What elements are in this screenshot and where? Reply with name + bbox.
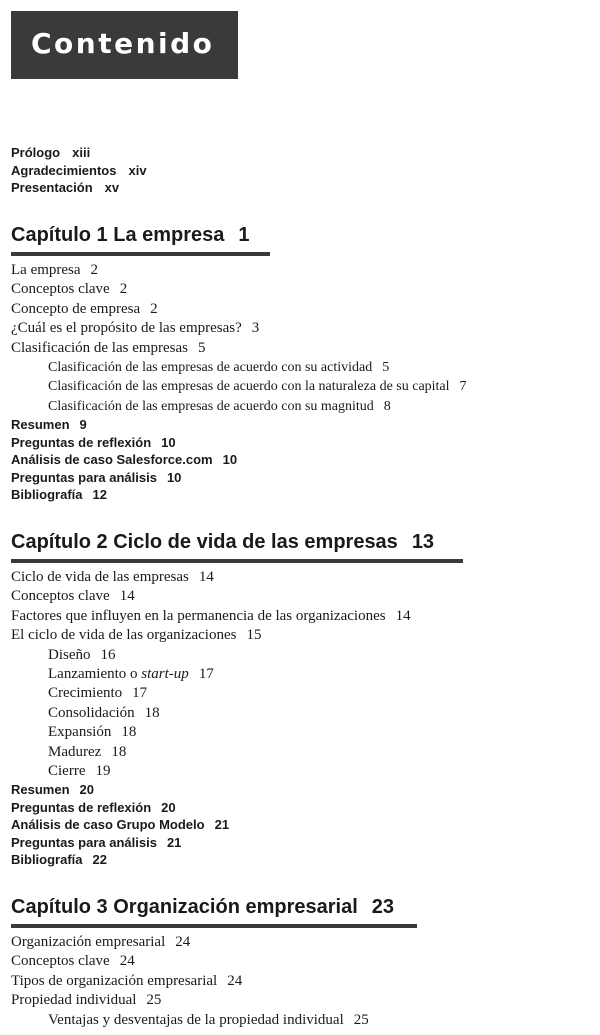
toc-section[interactable] <box>0 469 467 487</box>
entry-page: 10 <box>161 434 176 450</box>
toc-section[interactable] <box>0 851 411 869</box>
entry-page: xiv <box>128 162 147 178</box>
entry-label: Análisis de caso Salesforce.com <box>11 452 213 468</box>
entry-label: Clasificación de las empresas de acuerdo con la naturaleza de su capital <box>48 379 450 395</box>
toc-entry[interactable] <box>0 280 467 299</box>
entry-page: 22 <box>92 852 107 868</box>
chapter-rule <box>11 252 270 256</box>
entry-label: Preguntas de reflexión <box>11 799 152 815</box>
toc-section[interactable] <box>0 486 467 504</box>
entry-label: Cierre <box>48 762 86 779</box>
entry-label: Expansión <box>48 724 112 741</box>
front-matter-item[interactable] <box>11 162 147 180</box>
entry-label: Análisis de caso Grupo Modelo <box>11 817 205 833</box>
chapter-heading[interactable] <box>11 220 250 250</box>
entry-page: 2 <box>90 262 99 278</box>
toc-subentry[interactable] <box>0 646 411 665</box>
entry-label: Factores que influyen en la permanencia de las organizaciones <box>11 607 386 624</box>
toc-entry[interactable] <box>0 626 411 645</box>
entry-page: 2 <box>150 300 158 317</box>
toc-section[interactable] <box>0 799 411 817</box>
entry-label: Ventajas y desventajas de la propiedad individual <box>48 1011 344 1028</box>
chapter-rule <box>11 559 463 563</box>
entry-page: 2 <box>119 281 128 298</box>
entry-label: Bibliografía <box>11 487 83 503</box>
chapter-entries <box>0 261 467 504</box>
entry-page: 19 <box>95 762 111 779</box>
entry-page: 24 <box>175 934 191 950</box>
front-matter-list <box>11 144 147 197</box>
entry-label: Lanzamiento o <box>48 665 142 682</box>
entry-label: Preguntas para análisis <box>11 834 157 850</box>
chapter-title: Capítulo 1 La empresa <box>11 224 225 246</box>
entry-label-italic: start-up <box>141 665 189 682</box>
toc-subentry[interactable] <box>0 1011 369 1030</box>
page-title: Contenido <box>11 11 238 79</box>
toc-entry[interactable] <box>0 952 369 971</box>
toc-section[interactable] <box>0 816 411 834</box>
entry-page: 21 <box>214 817 230 833</box>
toc-entry[interactable] <box>0 933 369 952</box>
entry-label: Tipos de organización empresarial <box>11 972 218 989</box>
entry-label: Propiedad individual <box>11 992 137 1009</box>
chapter-page: 13 <box>411 531 435 553</box>
entry-label: Bibliografía <box>11 852 83 868</box>
entry-page: 20 <box>161 799 176 815</box>
entry-label: Consolidación <box>48 704 135 721</box>
entry-page: 8 <box>383 398 391 414</box>
toc-section[interactable] <box>0 834 411 852</box>
entry-page: xv <box>104 180 120 195</box>
toc-entry[interactable] <box>0 300 467 319</box>
entry-label: Madurez <box>48 743 102 760</box>
entry-page: 12 <box>92 487 107 503</box>
toc-section[interactable] <box>0 781 411 799</box>
toc-entry[interactable] <box>0 261 467 280</box>
entry-page: 7 <box>459 379 467 395</box>
entry-label: Concepto de empresa <box>11 300 141 317</box>
entry-page: 18 <box>144 704 160 721</box>
entry-label: Clasificación de las empresas de acuerdo con su magnitud <box>48 398 374 414</box>
toc-subentry[interactable] <box>0 762 411 781</box>
entry-page: 14 <box>119 588 135 605</box>
toc-entry[interactable] <box>0 339 467 358</box>
entry-label: Prólogo <box>11 145 61 160</box>
chapter-title: Capítulo 2 Ciclo de vida de las empresas <box>11 531 398 553</box>
chapter-heading[interactable] <box>11 892 394 922</box>
entry-label: Conceptos clave <box>11 281 110 298</box>
entry-label: Preguntas para análisis <box>11 469 157 485</box>
entry-label: Conceptos clave <box>11 953 110 970</box>
entry-page: 21 <box>166 834 182 850</box>
chapter-page: 1 <box>238 224 250 246</box>
entry-label: Clasificación de las empresas <box>11 339 189 356</box>
entry-page: 14 <box>395 607 411 624</box>
toc-subentry[interactable] <box>0 377 467 396</box>
toc-section[interactable] <box>0 451 467 469</box>
entry-label: Organización empresarial <box>11 934 166 950</box>
entry-page: xiii <box>72 145 91 160</box>
toc-subentry[interactable] <box>0 665 411 684</box>
entry-page: 5 <box>382 359 390 375</box>
entry-page: 24 <box>227 972 243 989</box>
entry-page: 10 <box>222 452 238 468</box>
entry-label: Agradecimientos <box>11 162 117 178</box>
entry-page: 5 <box>198 339 206 356</box>
chapter-title: Capítulo 3 Organización empresarial <box>11 896 358 918</box>
entry-page: 18 <box>111 743 127 760</box>
chapter-heading[interactable] <box>11 527 434 557</box>
toc-entry[interactable] <box>0 319 467 338</box>
toc-entry[interactable] <box>0 587 411 606</box>
entry-page: 14 <box>198 569 214 585</box>
entry-label: Presentación <box>11 180 93 195</box>
toc-subentry[interactable] <box>0 684 411 703</box>
front-matter-item[interactable] <box>11 179 147 197</box>
entry-page: 3 <box>251 320 260 337</box>
chapter-entries <box>0 933 369 1030</box>
toc-entry[interactable] <box>0 972 369 991</box>
entry-label: La empresa <box>11 262 81 278</box>
entry-label: Diseño <box>48 646 91 663</box>
toc-subentry[interactable] <box>0 743 411 762</box>
entry-label: Resumen <box>11 417 70 433</box>
entry-page: 18 <box>121 724 137 741</box>
toc-subentry[interactable] <box>0 704 411 723</box>
toc-section[interactable] <box>0 434 467 452</box>
toc-subentry[interactable] <box>0 397 467 416</box>
toc-subentry[interactable] <box>0 358 467 377</box>
toc-section[interactable] <box>0 416 467 434</box>
entry-label: Conceptos clave <box>11 588 110 605</box>
entry-label: Crecimiento <box>48 685 123 702</box>
entry-page: 25 <box>146 992 162 1009</box>
chapter-entries <box>0 568 411 869</box>
entry-page: 17 <box>198 665 214 682</box>
toc-entry[interactable] <box>0 568 411 587</box>
front-matter-item[interactable] <box>11 144 147 162</box>
entry-page: 17 <box>132 685 148 702</box>
entry-label: Clasificación de las empresas de acuerdo con su actividad <box>48 359 373 375</box>
entry-label: ¿Cuál es el propósito de las empresas? <box>11 320 242 337</box>
entry-page: 16 <box>100 646 116 663</box>
entry-page: 9 <box>79 417 87 433</box>
entry-label: Preguntas de reflexión <box>11 434 152 450</box>
chapter-rule <box>11 924 417 928</box>
chapter-page: 23 <box>371 896 395 918</box>
entry-label: El ciclo de vida de las organizaciones <box>11 627 237 644</box>
entry-page: 24 <box>119 953 135 970</box>
toc-entry[interactable] <box>0 607 411 626</box>
entry-page: 10 <box>166 469 182 485</box>
entry-label: Resumen <box>11 782 70 798</box>
toc-subentry[interactable] <box>0 723 411 742</box>
entry-page: 15 <box>246 627 262 644</box>
toc-entry[interactable] <box>0 991 369 1010</box>
entry-label: Ciclo de vida de las empresas <box>11 569 189 585</box>
entry-page: 25 <box>353 1011 369 1028</box>
entry-page: 20 <box>79 782 94 798</box>
